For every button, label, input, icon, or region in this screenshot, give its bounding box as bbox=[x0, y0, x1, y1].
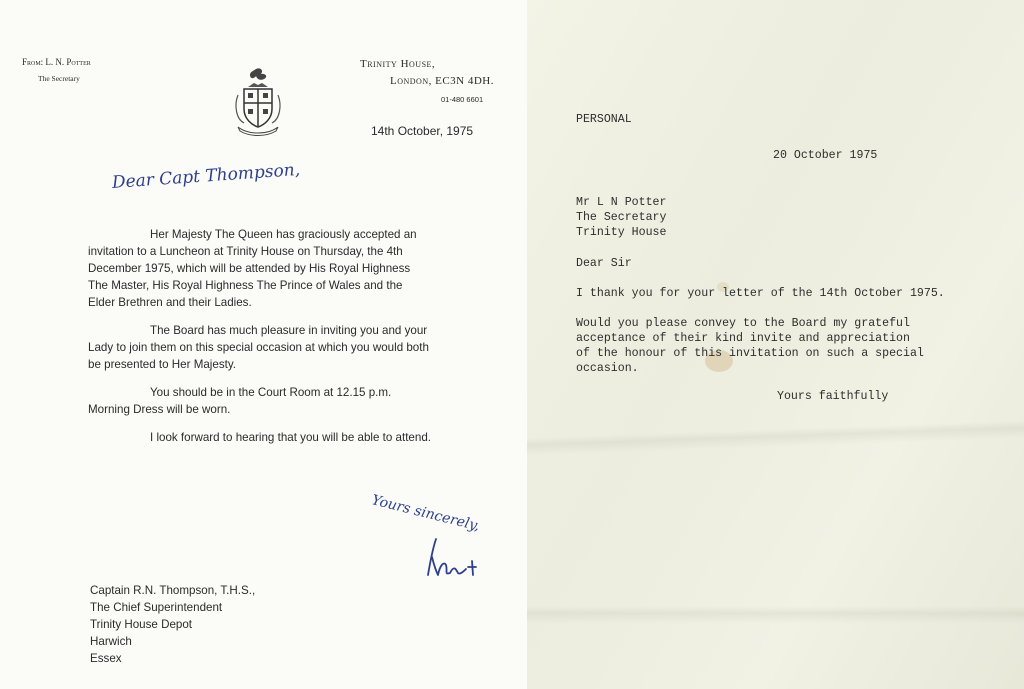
letter-date: 14th October, 1975 bbox=[371, 124, 474, 138]
right-letter bbox=[527, 0, 1024, 689]
sender-title: The Secretary bbox=[38, 74, 80, 83]
reply-recipient-line-2: The Secretary bbox=[576, 211, 667, 224]
paragraph-3-line-1: You should be in the Court Room at 12.15 p.m. bbox=[150, 386, 392, 399]
paragraph-1-line-3: December 1975, which will be attended by His Royal Highness bbox=[88, 262, 411, 275]
paragraph-1-line-2: invitation to a Luncheon at Trinity House on Thursday, the 4th bbox=[88, 245, 403, 258]
recipient-line-2: The Chief Superintendent bbox=[90, 601, 223, 614]
address-line-1: Trinity House, bbox=[360, 58, 436, 70]
reply-recipient-line-1: Mr L N Potter bbox=[576, 196, 667, 209]
reply-paragraph-2-line-3: of the honour of this invitation on such a special bbox=[576, 347, 924, 360]
paragraph-3-line-2: Morning Dress will be worn. bbox=[88, 403, 231, 416]
trinity-house-crest-icon bbox=[230, 65, 286, 137]
recipient-line-5: Essex bbox=[90, 652, 122, 665]
paragraph-1-line-4: The Master, His Royal Highness The Prince of Wales and the bbox=[88, 279, 403, 292]
paragraph-2-line-1: The Board has much pleasure in inviting you and your bbox=[150, 324, 428, 337]
personal-marking: PERSONAL bbox=[576, 113, 632, 126]
handwritten-salutation: Dear Capt Thompson, bbox=[111, 159, 301, 193]
reply-salutation: Dear Sir bbox=[576, 257, 632, 270]
recipient-line-4: Harwich bbox=[90, 635, 132, 648]
paragraph-1-line-1: Her Majesty The Queen has graciously accepted an bbox=[150, 228, 417, 241]
reply-paragraph-2-line-2: acceptance of their kind invite and appreciation bbox=[576, 332, 910, 345]
reply-closing: Yours faithfully bbox=[777, 390, 889, 403]
sender-name: From: L. N. Potter bbox=[22, 57, 91, 67]
paragraph-2-line-3: be presented to Her Majesty. bbox=[88, 358, 237, 371]
paragraph-4-line-1: I look forward to hearing that you will be able to attend. bbox=[150, 431, 431, 444]
reply-paragraph-2-line-1: Would you please convey to the Board my grateful bbox=[576, 317, 910, 330]
paragraph-1-line-5: Elder Brethren and their Ladies. bbox=[88, 296, 252, 309]
recipient-line-1: Captain R.N. Thompson, T.H.S., bbox=[90, 584, 256, 597]
phone-number: 01-480 6601 bbox=[441, 95, 484, 104]
handwritten-signature bbox=[410, 535, 490, 580]
reply-date: 20 October 1975 bbox=[773, 149, 878, 162]
handwritten-closing: Yours sincerely, bbox=[370, 492, 482, 535]
paragraph-2-line-2: Lady to join them on this special occasion at which you would both bbox=[88, 341, 429, 354]
recipient-line-3: Trinity House Depot bbox=[90, 618, 193, 631]
reply-recipient-line-3: Trinity House bbox=[576, 226, 667, 239]
reply-paragraph-2-line-4: occasion. bbox=[576, 362, 639, 375]
reply-paragraph-1-line-1: I thank you for your letter of the 14th October 1975. bbox=[576, 287, 945, 300]
address-line-2: London, EC3N 4DH. bbox=[390, 75, 494, 87]
